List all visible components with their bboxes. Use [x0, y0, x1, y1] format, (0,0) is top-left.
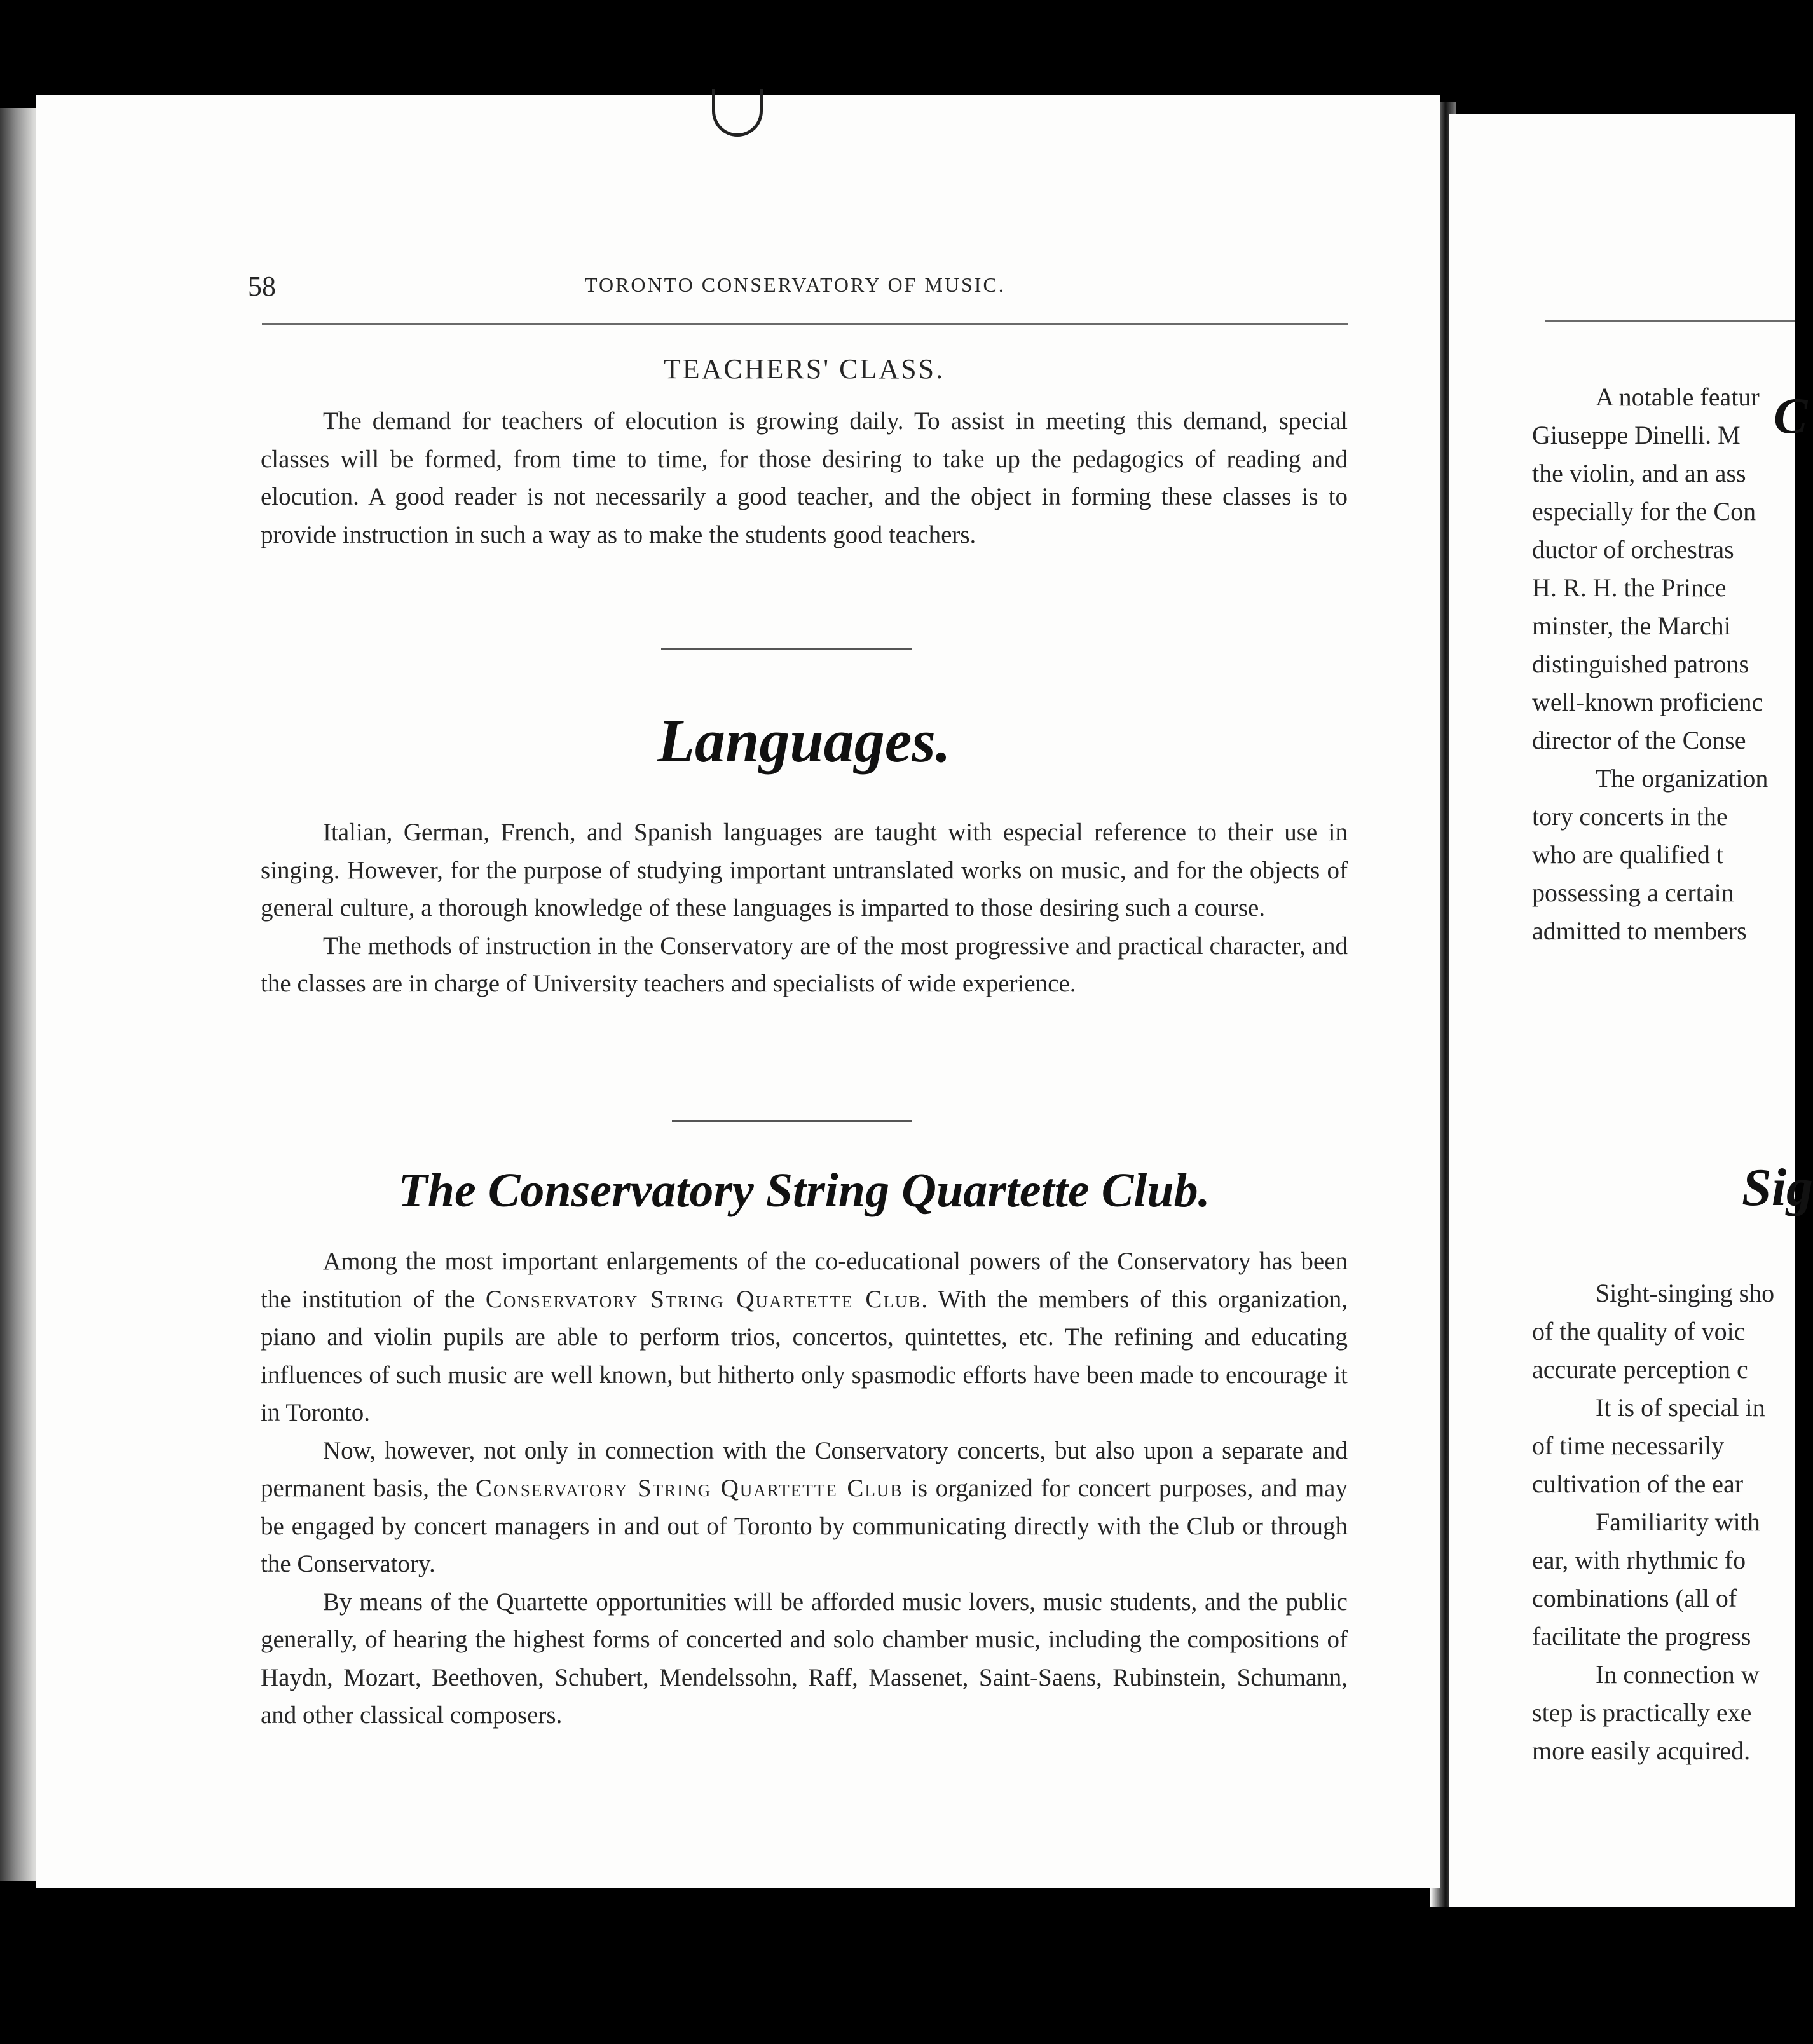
facing-page-line: It is of special in — [1596, 1393, 1765, 1422]
facing-page-line: Giuseppe Dinelli. M — [1532, 421, 1741, 449]
languages-title: Languages. — [657, 707, 951, 775]
facing-page-line: accurate perception c — [1532, 1355, 1748, 1384]
facing-page-line: tory concerts in the — [1532, 802, 1728, 831]
page-number: 58 — [248, 271, 276, 302]
header-rule-facing — [1545, 320, 1795, 322]
facing-page-line: combinations (all of — [1532, 1584, 1737, 1612]
paragraph-text: Among the most important enlargements of the co-educational powers of the Conservatory has been the institution of the — [261, 1248, 1348, 1313]
facing-page-line: H. R. H. the Prince — [1532, 573, 1727, 602]
facing-page-text-bottom — [1532, 1274, 1774, 1770]
facing-page-line: ear, with rhythmic fo — [1532, 1546, 1746, 1574]
facing-page-line: the violin, and an ass — [1532, 459, 1746, 487]
facing-page-line: who are qualified t — [1532, 840, 1723, 869]
club-name: Conservatory String Quartette Club — [485, 1285, 922, 1313]
facing-page-line: more easily acquired. — [1532, 1736, 1751, 1765]
facing-page-line: The organization — [1596, 764, 1769, 793]
facing-page-line: director of the Conse — [1532, 726, 1746, 754]
languages-section — [261, 814, 1348, 1003]
paragraph-text: is organized for concert purposes, and may be engaged by concert managers in and out of Toronto by communicating directly with the Club or through the Conservatory. — [261, 1475, 1348, 1577]
facing-page-line: of the quality of voic — [1532, 1317, 1746, 1346]
club-name: Conservatory String Quartette Club — [475, 1475, 903, 1502]
facing-page-line: cultivation of the ear — [1532, 1469, 1744, 1498]
string-club-paragraph — [261, 1432, 1348, 1583]
facing-page-line: of time necessarily — [1532, 1431, 1725, 1460]
facing-page-line: admitted to members — [1532, 916, 1747, 945]
string-club-paragraph — [261, 1243, 1348, 1432]
header-rule — [262, 323, 1348, 325]
facing-page-line: especially for the Con — [1532, 497, 1756, 526]
teachers-class-heading: TEACHERS' CLASS. — [663, 353, 945, 385]
teachers-class-paragraph: The demand for teachers of elocution is growing daily. To assist in meeting this demand, special classes will be formed, from time to time, for those desiring to take up the pedagogics of reading and elocution. A good reader is not necessarily a good teacher, and the object in forming these classes is to provide instruction in such a way as to make the students good teachers. — [261, 407, 1348, 548]
languages-paragraph: The methods of instruction in the Conservatory are of the most progressive and practical character, and the classes are in charge of University teachers and specialists of wide experience. — [261, 932, 1348, 997]
facing-page-line: step is practically exe — [1532, 1698, 1752, 1727]
facing-page-line: Sight-singing sho — [1596, 1279, 1775, 1307]
string-club-paragraph: By means of the Quartette opportunities will be afforded music lovers, music students, and the public generally, of hearing the highest forms of concerted and solo chamber music, including the compositions of Haydn, Mozart, Beethoven, Schubert, Mendelssohn, Raff, Massenet, Saint-Saens, Rubinstein, Schumann, and other classical composers. — [261, 1588, 1348, 1729]
paragraph-text: . With the members of this organization, piano and violin pupils are able to perform trios, concertos, quintettes, etc. The refining and educating influences of such music are well known, but hitherto only spasmodic efforts have been made to encourage it in Toronto. — [261, 1285, 1348, 1426]
facing-page-text-top — [1532, 378, 1768, 950]
facing-section-title-fragment: Sig — [1742, 1158, 1813, 1217]
facing-page-line: A notable featur — [1596, 383, 1760, 411]
facing-page-line: distinguished patrons — [1532, 650, 1749, 678]
languages-paragraph: Italian, German, French, and Spanish languages are taught with especial reference to their use in singing. However, for the purpose of studying important untranslated works on music, and for the objects of general culture, a thorough knowledge of these languages is imparted to those desiring such a course. — [261, 819, 1348, 922]
paragraph-text: Now, however, not only in connection with the Conservatory concerts, but also upon a separate and permanent basis, the — [261, 1436, 1348, 1502]
running-title: TORONTO CONSERVATORY OF MUSIC. — [585, 273, 1006, 296]
section-divider — [661, 648, 912, 650]
facing-page-line: ductor of orchestras — [1532, 535, 1734, 564]
facing-title-fragment: C — [1774, 388, 1808, 444]
facing-page-line: well-known proficienc — [1532, 688, 1763, 716]
string-club-section — [261, 1243, 1348, 1734]
facing-page-line: facilitate the progress — [1532, 1622, 1751, 1651]
facing-page-line: possessing a certain — [1532, 878, 1734, 907]
section-divider — [672, 1120, 912, 1122]
facing-page-line: Familiarity with — [1596, 1508, 1760, 1536]
facing-page-line: minster, the Marchi — [1532, 611, 1731, 640]
facing-page-line: In connection w — [1596, 1660, 1760, 1689]
string-club-title: The Conservatory String Quartette Club. — [398, 1164, 1210, 1217]
